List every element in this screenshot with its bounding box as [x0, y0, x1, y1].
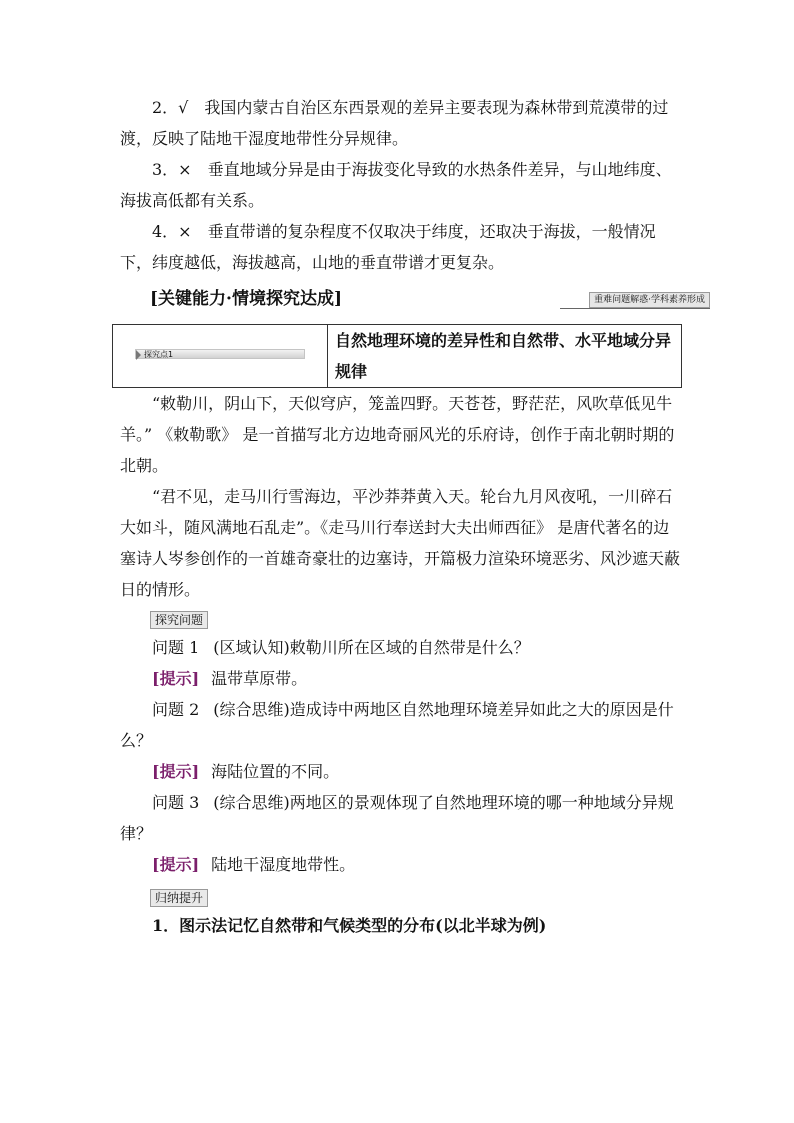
summary-tag: 归纳提升: [150, 889, 208, 907]
explore-point-title: 自然地理环境的差异性和自然带、水平地域分异规律: [335, 331, 672, 381]
question-2: [120, 694, 680, 756]
hint-3: [120, 849, 680, 880]
section-divider: [560, 308, 710, 309]
question-3-label: 问题 3: [152, 793, 200, 812]
question-2-text: (综合思维)造成诗中两地区自然地理环境差异如此之大的原因是什么？: [120, 700, 674, 750]
explore-point-label: 探究点1: [135, 349, 305, 359]
question-2-label: 问题 2: [152, 700, 200, 719]
hint-1: [120, 663, 680, 694]
question-1: [120, 632, 680, 663]
answer-item-4: 4．× 垂直带谱的复杂程度不仅取决于纬度，还取决于海拔，一般情况下，纬度越低，海拔越高，山地的垂直带谱才更复杂。: [120, 222, 656, 272]
question-3: [120, 787, 680, 849]
answer-item-2: 2．√ 我国内蒙古自治区东西景观的差异主要表现为森林带到荒漠带的过渡，反映了陆地干湿度地带性分异规律。: [120, 98, 669, 148]
answer-item-3: 3．× 垂直地域分异是由于海拔变化导致的水热条件差异，与山地纬度、海拔高低都有关系。: [120, 160, 672, 210]
hint-3-text: 陆地干湿度地带性。: [211, 855, 356, 874]
summary-line: 1．图示法记忆自然带和气候类型的分布(以北半球为例): [152, 916, 547, 935]
section-header: [150, 286, 710, 312]
section-title: [关键能力·情境探究达成]: [150, 289, 343, 309]
hint-1-text: 温带草原带。: [211, 669, 308, 688]
passage-1: “敕勒川，阴山下，天似穹庐，笼盖四野。天苍苍，野茫茫，风吹草低见牛羊。” 《敕勒歌》 是一首描写北方边地奇丽风光的乐府诗，创作于南北朝时期的北朝。: [120, 394, 675, 475]
hint-2: [120, 756, 680, 787]
explore-questions-tag: 探究问题: [150, 611, 208, 629]
hint-2-text: 海陆位置的不同。: [211, 762, 340, 781]
hint-1-label: [提示]: [152, 669, 200, 688]
explore-point-box: [112, 324, 682, 388]
hint-2-label: [提示]: [152, 762, 200, 781]
hint-3-label: [提示]: [152, 855, 200, 874]
explore-point-label-cell: [113, 325, 328, 387]
section-tag: 重难问题解惑·学科素养形成: [589, 292, 710, 308]
question-1-label: 问题 1: [152, 638, 200, 657]
passage-2: “君不见，走马川行雪海边，平沙莽莽黄入天。轮台九月风夜吼，一川碎石大如斗，随风满地石乱走”。《走马川行奉送封大夫出师西征》 是唐代著名的边塞诗人岑参创作的一首雄奇豪壮的边塞诗，开篇极力渲染环境恶劣、风沙遮天蔽日的情形。: [120, 487, 681, 599]
question-3-text: (综合思维)两地区的景观体现了自然地理环境的哪一种地域分异规律？: [120, 793, 674, 843]
question-1-text: (区域认知)敕勒川所在区域的自然带是什么？: [213, 638, 530, 657]
